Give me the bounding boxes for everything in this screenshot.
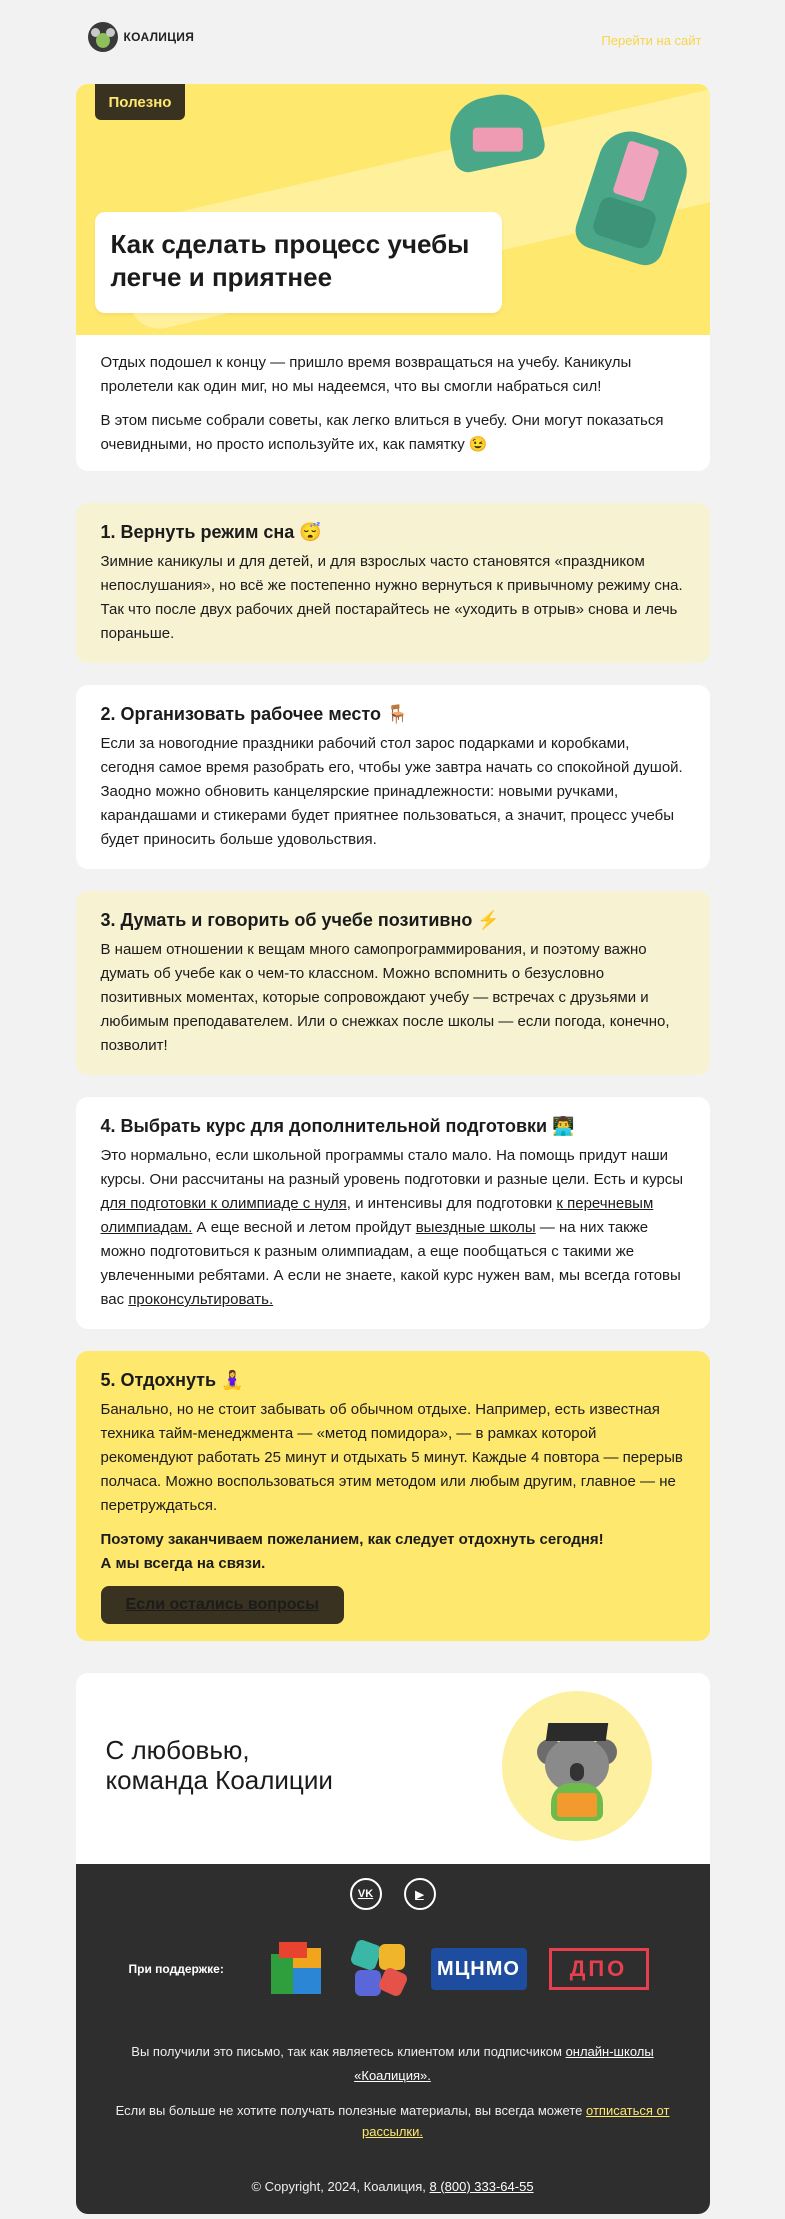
tip-text: Банально, но не стоит забывать об обычном отдыхе. Например, есть известная техника тайм-менеджмента — «метод помидора», — в рамках которой рекомендуют работать 25 минут и отдыхать 5 минут. Каждые 4 повтора — перерыв полчаса. Можно воспользоваться этим методом или любым другим, главное — не перетруждаться. [100,1401,683,1514]
tip-title: 4. Выбрать курс для дополнительной подготовки 👨‍💻 [100,1116,575,1136]
subscription-note [96,2040,690,2088]
note-text: Вы получили это письмо, так как являетесь клиентом или подписчиком [131,2044,566,2059]
support-label: При поддержке: [128,1962,224,1976]
hero-banner [76,84,710,335]
tip-card-workplace [76,685,710,869]
tip-title: 2. Организовать рабочее место 🪑 [100,704,409,724]
tip-card-course [76,1097,710,1329]
school-link[interactable]: онлайн-школы «Коалиция». [354,2044,654,2083]
signature-line: команда Коалиции [105,1765,333,1795]
hero-title-card [95,212,502,313]
youtube-icon[interactable]: ▶ [404,1878,436,1910]
logo-text: КОАЛИЦИЯ [123,30,195,44]
partner-logo-dpo: ДПО [549,1948,649,1990]
signature-line: С любовью, [105,1735,250,1765]
tip-text: Если за новогодние праздники рабочий стол зарос подарками и коробками, сегодня самое время разобрать его, чтобы уже завтра начать со спокойной душой. Заодно можно обновить канцелярские принадлежности: новыми ручками, карандашами и стикерами будет приятнее пользоваться, а значит, процесс учебы будет приносить больше удовольствия. [100,735,683,848]
partner-logo-mcnmo: МЦНМО [431,1948,527,1990]
intro-paragraph: Отдых подошел к концу — пришло время возвращаться на учебу. Каникулы пролетели как один миг, но мы надеемся, что вы смогли набраться сил! [100,354,632,395]
unsubscribe-note [96,2100,690,2142]
tip-title: 1. Вернуть режим сна 😴 [100,522,322,542]
goto-site-link[interactable]: Перейти на сайт [601,33,702,48]
unsubscribe-link[interactable]: отписаться от рассылки. [362,2103,670,2139]
logo[interactable] [88,22,195,52]
tip-text: Зимние каникулы и для детей, и для взрослых часто становятся «праздником непослушания», но всё же постепенно нужно вернуться к привычному режиму сна. Так что после двух рабочих дней постарайтесь не «уходить в отрыв» снова и лечь пораньше. [100,553,683,642]
category-badge: Полезно [95,84,186,120]
partner-logo-cubes [267,1940,327,1998]
page-title: Как сделать процесс учебы легче и приятнее [110,229,470,292]
vk-icon[interactable]: VK [350,1878,382,1910]
tip-text-part: , и интенсивы для подготовки [346,1195,557,1212]
intro-paragraph: В этом письме собрали советы, как легко влиться в учебу. Они могут показаться очевидными, но просто используйте их, как памятку 😉 [100,412,664,453]
koala-mascot-image [502,1691,652,1841]
closing-line: Поэтому заканчиваем пожеланием, как следует отдохнуть сегодня! [100,1531,604,1548]
tip-card-rest [76,1351,710,1641]
social-links [96,1878,690,1910]
tip-card-positive [76,891,710,1075]
tip-title: 3. Думать и говорить об учебе позитивно ⚡ [100,910,500,930]
consult-link[interactable]: проконсультировать. [128,1291,274,1308]
olympiad-from-scratch-link[interactable]: для подготовки к олимпиаде с нуля [100,1195,347,1212]
email-header [76,0,710,84]
tip-title: 5. Отдохнуть 🧘‍♀️ [100,1370,244,1390]
copyright [96,2179,690,2194]
closing-line: А мы всегда на связи. [100,1555,266,1572]
closing-text [101,1528,685,1576]
tip-text-part: А еще весной и летом пройдут [192,1219,416,1236]
copyright-text: © Copyright, 2024, Коалиция, [251,2179,430,2194]
tip-card-sleep [76,503,710,663]
support-row [96,1938,690,2000]
offsite-schools-link[interactable]: выездные школы [415,1219,536,1236]
note-text: Если вы больше не хотите получать полезные материалы, вы всегда можете [115,2103,586,2118]
phone-link[interactable]: 8 (800) 333-64-55 [429,2179,534,2194]
partner-logo-shapes [349,1940,409,1998]
questions-button[interactable]: Если остались вопросы [101,1586,344,1624]
email-container [76,0,710,2214]
tip-text-part: — на них также можно подготовиться к разным олимпиадам, а еще пообщаться с такими же увлеченными ребятами. А если не знаете, какой курс нужен вам, мы всегда готовы вас [100,1219,681,1308]
email-footer [76,1864,710,2214]
tip-text [101,1144,685,1312]
intro-block [76,335,710,471]
koala-logo-icon [88,22,118,52]
list-olympiads-link[interactable]: к перечневым олимпиадам. [100,1195,654,1236]
tip-text-part: Это нормально, если школьной программы стало мало. На помощь придут наши курсы. Они рассчитаны на разный уровень подготовки и разные цели. Есть и курсы [100,1147,684,1188]
signature-block [76,1673,710,1864]
signature-text [106,1735,333,1795]
tip-text: В нашем отношении к вещам много самопрограммирования, и поэтому важно думать об учебе как о чем-то классном. Можно вспомнить о безусловно позитивных моментах, которые сопровождают учебу — встречах с друзьями и любимым преподавателем. Или о снежках после школы — если погода, конечно, позволит! [100,941,670,1054]
